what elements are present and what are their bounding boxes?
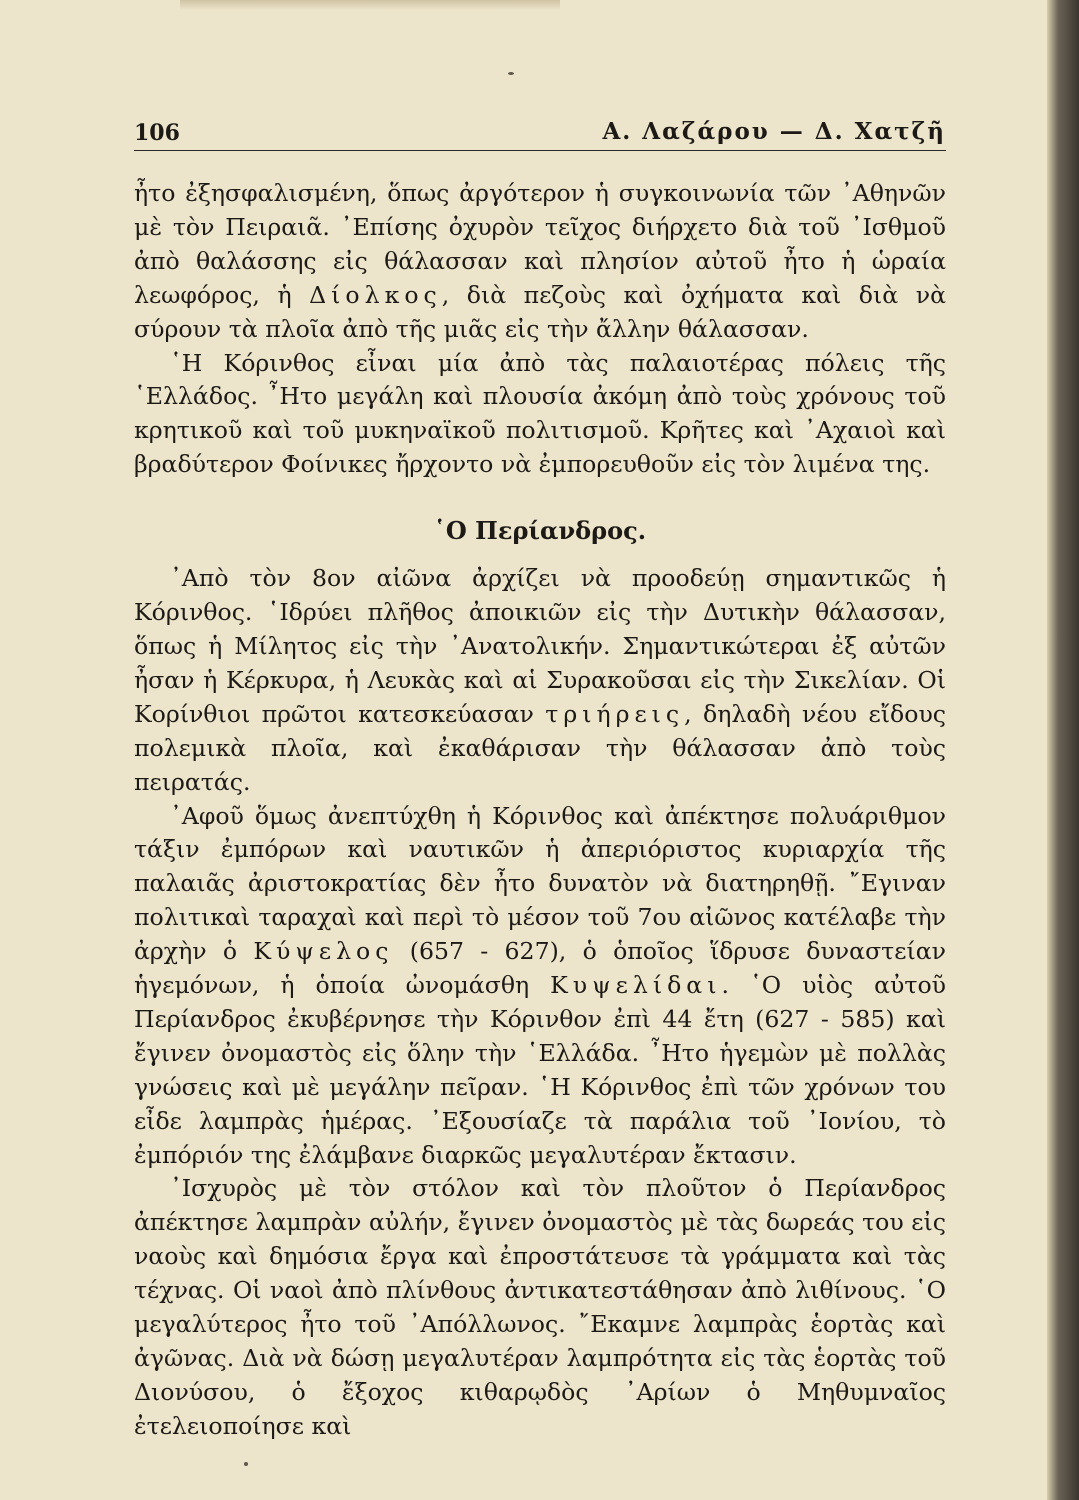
term-kypselos: Κύψελος	[253, 937, 394, 966]
page-number: 106	[134, 120, 180, 146]
paragraph-4	[134, 800, 946, 1173]
page-header	[134, 104, 946, 151]
paragraph-3-text-end: , δηλαδὴ νέου εἴδους πολεμικὰ πλοῖα, καὶ ἐκαθάρισαν τὴν θάλασσαν ἀπὸ τοὺς πειρατάς.	[134, 699, 947, 796]
running-head: Α. Λαζάρου — Δ. Χατζῆ	[602, 118, 946, 145]
paragraph-3-text: ᾿Απὸ τὸν 8ον αἰῶνα ἀρχίζει νὰ προοδεύῃ σημαντικῶς ἡ Κόρινθος. ῾Ιδρύει πλῆθος ἀποικιῶν εἰς τὴν Δυτικὴν θάλασσαν, ὅπως ἡ Μίλητος εἰς τὴν ᾿Ανατολικήν. Σημαντικώτεραι ἐξ αὐτῶν ἦσαν ἡ Κέρκυρα, ἡ Λευκὰς καὶ αἱ Συρακοῦσαι εἰς τὴν Σικελίαν. Οἱ Κορίνθιοι πρῶτοι κατεσκεύασαν	[134, 564, 946, 728]
paragraph-5: ᾿Ισχυρὸς μὲ τὸν στόλον καὶ τὸν πλοῦτον ὁ Περίανδρος ἀπέκτησε λαμπρὰν αὐλήν, ἔγινεν ὀνομαστὸς μὲ τὰς δωρεάς του εἰς ναοὺς καὶ δημόσια ἔργα καὶ ἐπροστάτευσε τὰ γράμματα καὶ τὰς τέχνας. Οἱ ναοὶ ἀπὸ πλίνθους ἀντικατεστάθησαν ἀπὸ λιθίνους. ῾Ο μεγαλύτερος ἦτο τοῦ ᾿Απόλλωνος. ῎Εκαμνε λαμπρὰς ἑορτὰς καὶ ἀγῶνας. Διὰ νὰ δώσῃ μεγαλυτέραν λαμπρότητα εἰς τὰς ἑορτὰς τοῦ Διονύσου, ὁ ἔξοχος κιθαρῳδὸς ᾿Αρίων ὁ Μηθυμναῖος ἐτελειοποίησε καὶ	[134, 1174, 946, 1440]
paper-speck	[508, 72, 514, 75]
paragraph-4-text-end: . ῾Ο υἱὸς αὐτοῦ Περίανδρος ἐκυβέρνησε τὴν Κόρινθον ἐπὶ 44 ἔτη (627 - 585) καὶ ἔγινεν ὀνομαστὸς εἰς ὅλην τὴν ῾Ελλάδα. ῏Ητο ἡγεμὼν μὲ πολλὰς γνώσεις καὶ μὲ μεγάλην πεῖραν. ῾Η Κόρινθος ἐπὶ τῶν χρόνων του εἶδε λαμπρὰς ἡμέρας. ᾿Εξουσίαζε τὰ παράλια τοῦ ᾿Ιονίου, τὸ ἐμπόριόν της ἐλάμβανε διαρκῶς μεγαλυτέραν ἔκτασιν.	[134, 971, 947, 1169]
paragraph-1	[134, 177, 946, 347]
page-edge-shadow	[180, 0, 560, 10]
paragraph-4-text: ᾿Αφοῦ ὅμως ἀνεπτύχθη ἡ Κόρινθος καὶ ἀπέκτησε πολυάριθμον τάξιν ἐμπόρων καὶ ναυτικῶν ἡ ἀπεριόριστος κυριαρχία τῆς παλαιᾶς ἀριστοκρατίας δὲν ἦτο δυνατὸν νὰ διατηρηθῇ. ῎Εγιναν πολιτικαὶ ταραχαὶ καὶ περὶ τὸ μέσον τοῦ 7ου αἰῶνος κατέλαβε τὴν ἀρχὴν ὁ	[134, 801, 946, 966]
paragraph-3	[134, 562, 946, 799]
book-binding-edge	[1047, 0, 1079, 1500]
paragraph-1-text-end: , διὰ πεζοὺς καὶ ὀχήματα καὶ διὰ νὰ σύρουν τὰ πλοῖα ἀπὸ τῆς μιᾶς εἰς τὴν ἄλλην θάλασσαν.	[134, 280, 946, 343]
paragraph-4-text-mid: (657 - 627), ὁ ὁποῖος ἵδρυσε δυναστείαν ἡγεμόνων, ἡ ὁποία ὠνομάσθη	[134, 937, 946, 1000]
section-title: ῾Ο Περίανδρος.	[433, 516, 647, 546]
term-trieres: τριήρεις	[545, 699, 685, 728]
paper-speck	[244, 1462, 248, 1466]
book-page	[134, 104, 946, 1444]
term-kypselidai: Κυψελίδαι	[550, 971, 722, 1000]
paragraph-2: ῾Η Κόρινθος εἶναι μία ἀπὸ τὰς παλαιοτέρας πόλεις τῆς ῾Ελλάδος. ῏Ητο μεγάλη καὶ πλουσία ἀκόμη ἀπὸ τοὺς χρόνους τοῦ κρητικοῦ καὶ τοῦ μυκηναϊκοῦ πολιτισμοῦ. Κρῆτες καὶ ᾿Αχαιοὶ καὶ βραδύτερον Φοίνικες ἤρχοντο νὰ ἐμπορευθοῦν εἰς τὸν λιμένα της.	[134, 348, 946, 479]
paragraph-1-text: ἦτο ἐξησφαλισμένη, ὅπως ἀργότερον ἡ συγκοινωνία τῶν ᾿Αθηνῶν μὲ τὸν Πειραιᾶ. ᾿Επίσης ὀχυρὸν τεῖχος διήρχετο διὰ τοῦ ᾿Ισθμοῦ ἀπὸ θαλάσσης εἰς θάλασσαν καὶ πλησίον αὐτοῦ ἦτο ἡ ὡραία λεωφόρος, ἡ	[134, 179, 946, 309]
page-body	[134, 177, 946, 1444]
term-diolkos: Δίολκος	[309, 280, 442, 309]
